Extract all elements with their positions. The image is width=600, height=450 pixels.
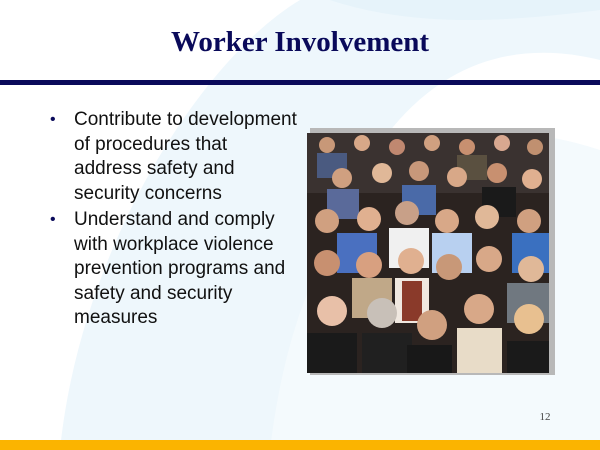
bullet-text: Understand and comply with workplace violence prevention programs and safety and security measures bbox=[74, 209, 286, 328]
crowd-image-icon bbox=[307, 133, 549, 373]
bullet-item bbox=[48, 208, 298, 331]
bullet-list bbox=[48, 108, 298, 333]
bullet-item bbox=[48, 108, 298, 206]
crowd-photo bbox=[307, 133, 549, 373]
bullet-icon: • bbox=[50, 211, 56, 228]
bullet-text: Contribute to development of procedures that address safety and security concerns bbox=[74, 109, 297, 204]
title-divider bbox=[0, 80, 600, 85]
slide-title: Worker Involvement bbox=[170, 26, 430, 58]
page-number: 12 bbox=[539, 411, 551, 423]
footer-bar bbox=[0, 440, 600, 450]
bullet-icon: • bbox=[50, 111, 56, 128]
